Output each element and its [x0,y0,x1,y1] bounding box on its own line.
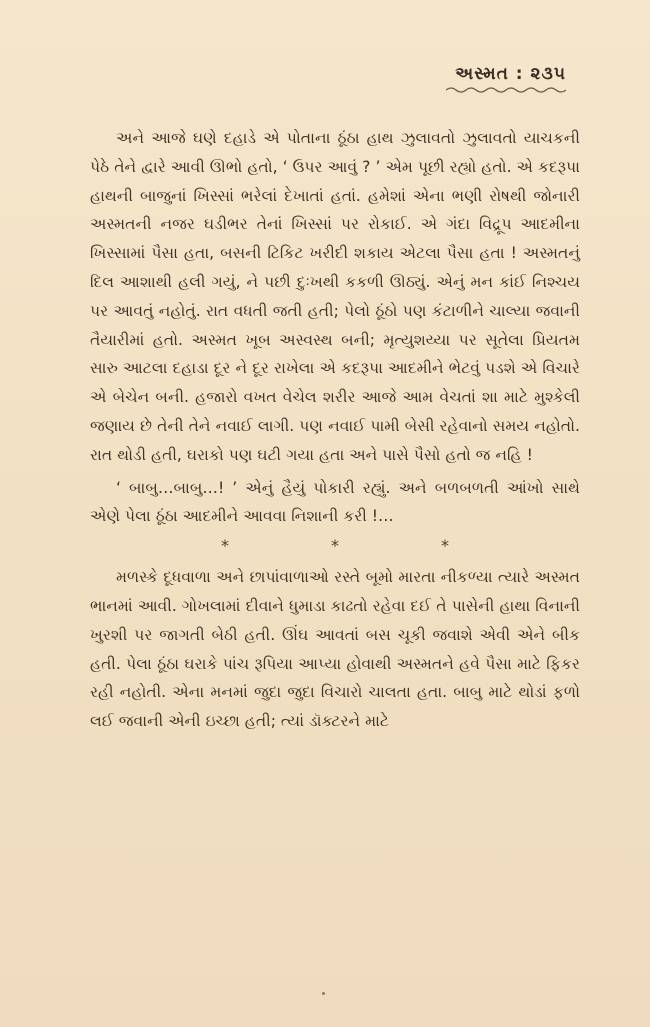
page-header [446,64,566,94]
separator-asterisk: * [331,536,339,556]
paragraph-2: ‘ બાબુ…બાબુ…! ’ એનું હૈયું પોકારી રહ્યું. અને બળબળતી આંખો સાથે એણે પેલા ઠૂંઠા આદમીને આવવા નિશાની કરી !… [90,478,580,526]
wavy-underline-ornament [446,86,566,94]
section-separator [170,535,500,557]
paragraph-1: અને આજે ઘણે દહાડે એ પોતાના ઠૂંઠા હાથ ઝુલાવતો ઝુલાવતો યાચકની પેઠે તેને દ્વારે આવી ઊભો હતો, ‘ ઉપર આવું ? ’ એમ પૂછી રહ્યો હતો. એ કદરૂપા હાથની બાજુનાં ખિસ્સાં ભરેલાં દેખાતાં હતાં. હમેશાં એના ભણી રોષથી જોનારી અસ્મતની નજર ઘડીભર તેનાં ખિસ્સાં પર રોકાઈ. એ ગંદા વિદ્રૂપ આદમીના ખિસ્સામાં પૈસા હતા, બસની ટિકિટ ખરીદી શકાય એટલા પૈસા હતા ! અસ્મતનું દિલ આશાથી હલી ગયું, ને પછી દુઃખથી કકળી ઊઠ્યું. એનું મન કાંઈ નિશ્ચય પર આવતું નહોતું. રાત વધતી જતી હતી; પેલો ઠૂંઠો પણ કંટાળીને ચાલ્યા જવાની તૈયારીમાં હતો. અસ્મત ખૂબ અસ્વસ્થ બની; મૃત્યુશય્યા પર સૂતેલા પ્રિયતમ સારુ આટલા દહાડા દૂર ને દૂર રાખેલા એ કદરૂપા આદમીને ભેટવું પડશે એ વિચારે એ બેચેન બની. હજારો વખત વેચેલ શરીર આજે આમ વેચતાં શા માટે મુશ્કેલી જણાય છે તેની તેને નવાઈ લાગી. પણ નવાઈ પામી બેસી રહેવાનો સમય નહોતો. રાત થોડી હતી, ઘરાકો પણ ઘટી ગયા હતા અને પાસે પૈસો હતો જ નહિ ! [90,129,580,464]
paragraph-3: મળસ્કે દૂધવાળા અને છાપાંવાળાઓ રસ્તે બૂમો મારતા નીકળ્યા ત્યારે અસ્મત ભાનમાં આવી. ગોખલામાં દીવાને ધુમાડા કાઢતો રહેવા દઈ તે પાસેની હાથા વિનાની ખુરશી પર જાગતી બેઠી હતી. ઊંઘ આવતાં બસ ચૂકી જવાશે એવી એને બીક હતી. પેલા ઠૂંઠા ઘરાકે પાંચ રૂપિયા આપ્યા હોવાથી અસ્મતને હવે પૈસા માટે ફિકર રહી નહોતી. એના મનમાં જુદા જુદા વિચારો ચાલતા હતા. બાબુ માટે થોડાં ફળો લઈ જવાની એની ઇચ્છા હતી; ત્યાં ડૉક્ટરને માટે [90,568,580,731]
separator-asterisk: * [441,536,449,556]
running-head: અસ્મત : ૨૩૫ [455,64,566,84]
separator-asterisk: * [221,536,229,556]
page-body [90,124,580,736]
page-speck [322,992,325,995]
